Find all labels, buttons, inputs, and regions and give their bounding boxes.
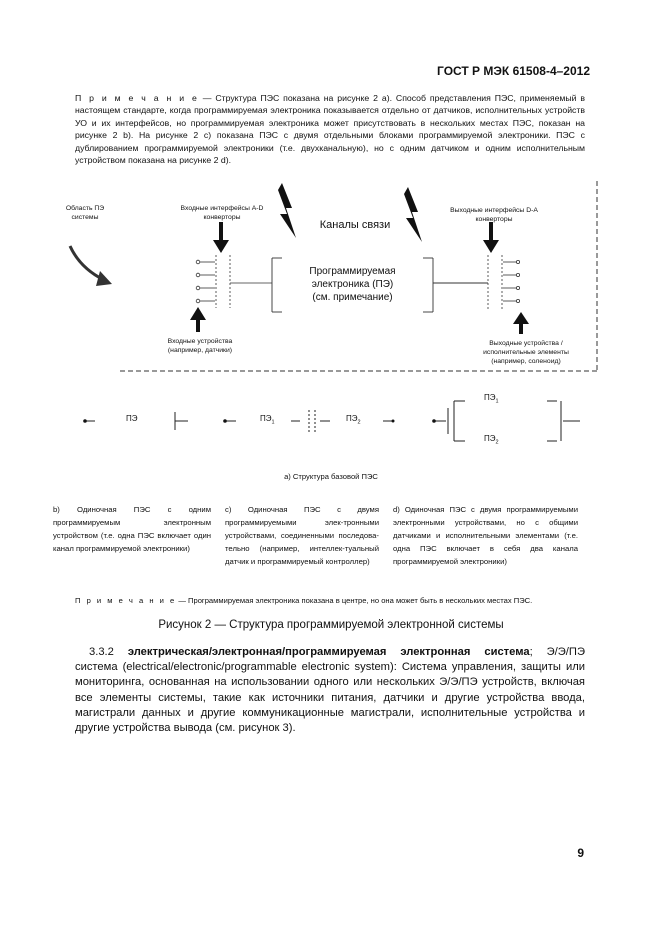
column-d: d) Одиночная ПЭС с двумя программируемыми электронными устройствами, но с общими датчиками и исполнительными элементами (т.е. одна ПЭС включает в себя два канала программируемой электроники) [393,505,578,566]
output-ports [488,255,520,310]
note-bottom-text: — Программируемая электроника показана в центре, но она может быть в нескольких местах ПЭС. [176,596,533,605]
structure-c-pe2: $ПЭ_2$ [346,414,361,426]
input-ports [196,255,272,308]
structure-d [434,401,580,441]
note-bottom-label: П р и м е ч а н и е [75,596,177,605]
output-devices-label: Выходные устройства / исполнительные элементы (например, соленоид) [483,340,569,365]
note-label: П р и м е ч а н и е [75,93,199,103]
column-b: b) Одиночная ПЭС с одним программируемым электронным устройством (т.е. одна ПЭС включает один канал программируемой электроники) [53,505,211,553]
output-interfaces-label: Выходные интерфейсы D-A конверторы [450,207,538,223]
note-bottom [75,596,532,605]
pe-box-label [282,265,423,304]
structure-c-dot-right [392,420,395,423]
structure-d-dot [432,419,436,423]
note-text: — Структура ПЭС показана на рисунке 2 a). Способ представления ПЭС, применяемый в настоящем стандарте, когда программируемая электроника показывается отдельно от датчиков, исполнительных устройств УО и их интерфейсов, но программируемая электроника может присутствовать в нескольких местах ПЭС, показан на рисунке 2 b). На рисунке 2 c) показана ПЭС с двумя отдельными блоками программируемой электроники. ПЭС с дублированием программируемой электроники (т.е. двухканальную), но с одним датчиком и одним исполнительным устройством показана на рисунке 2 d). [75,93,585,166]
structure-b-pe: ПЭ [126,414,138,423]
input-device-arrow-head [190,307,206,320]
structure-c-pe1: $ПЭ_1$ [260,414,275,426]
caption-a: a) Структура базовой ПЭС [284,472,378,481]
structure-d-pe2: $ПЭ_2$ [484,434,499,446]
structure-c-dot-left [223,419,227,423]
comm-channels-label: Каналы связи [319,219,391,231]
output-arrow-head [483,240,499,253]
definition-paragraph [75,645,585,736]
input-arrow-head [213,240,229,253]
document-header: ГОСТ Р МЭК 61508-4–2012 [437,64,590,78]
input-devices-label: Входные устройства (например, датчики) [167,338,233,354]
lightning-right-icon [404,187,422,242]
lightning-left-icon [278,183,296,238]
structure-c [225,410,393,432]
definition-text: ; Э/Э/ПЭ система (electrical/electronic/programmable electronic system): Система управления, защиты или мониторинга, основанная на использовании одного или нескольких Э/Э/ПЭ устройств, включая все элементы системы, такие как источники питания, датчики и другие устройства ввода, магистрали данных и другие коммуникационные магистрали, исполнительные устройства и другие устройства вывода (см. рисунок 3). [75,646,585,735]
input-interfaces-label: Входные интерфейсы A-D конверторы [180,205,264,221]
figure-caption: Рисунок 2 — Структура программируемой электронной системы [158,619,504,631]
structure-b-dot [83,419,87,423]
page-number: 9 [577,846,584,860]
area-curved-arrow [70,246,104,280]
structure-d-pe1: $ПЭ_1$ [484,393,499,405]
pe-box-line2: электроника (ПЭ) [311,279,394,290]
definition-number: 3.3.2 [89,646,128,658]
pe-box-line3: (см. примечание) [312,292,393,303]
definition-term: электрическая/электронная/программируемая электронная система [127,646,530,658]
area-label: Область ПЭ системы [65,205,105,221]
pe-box-line1: Программируемая [309,266,396,277]
area-arrow-head [96,271,112,286]
output-device-arrow-head [513,312,529,324]
column-c: c) Одиночная ПЭС с двумя программируемыми элек-тронными устройствами, соединенными последова-тельно (например, интеллек-туальный датчик и программируемый контроллер) [225,505,379,566]
